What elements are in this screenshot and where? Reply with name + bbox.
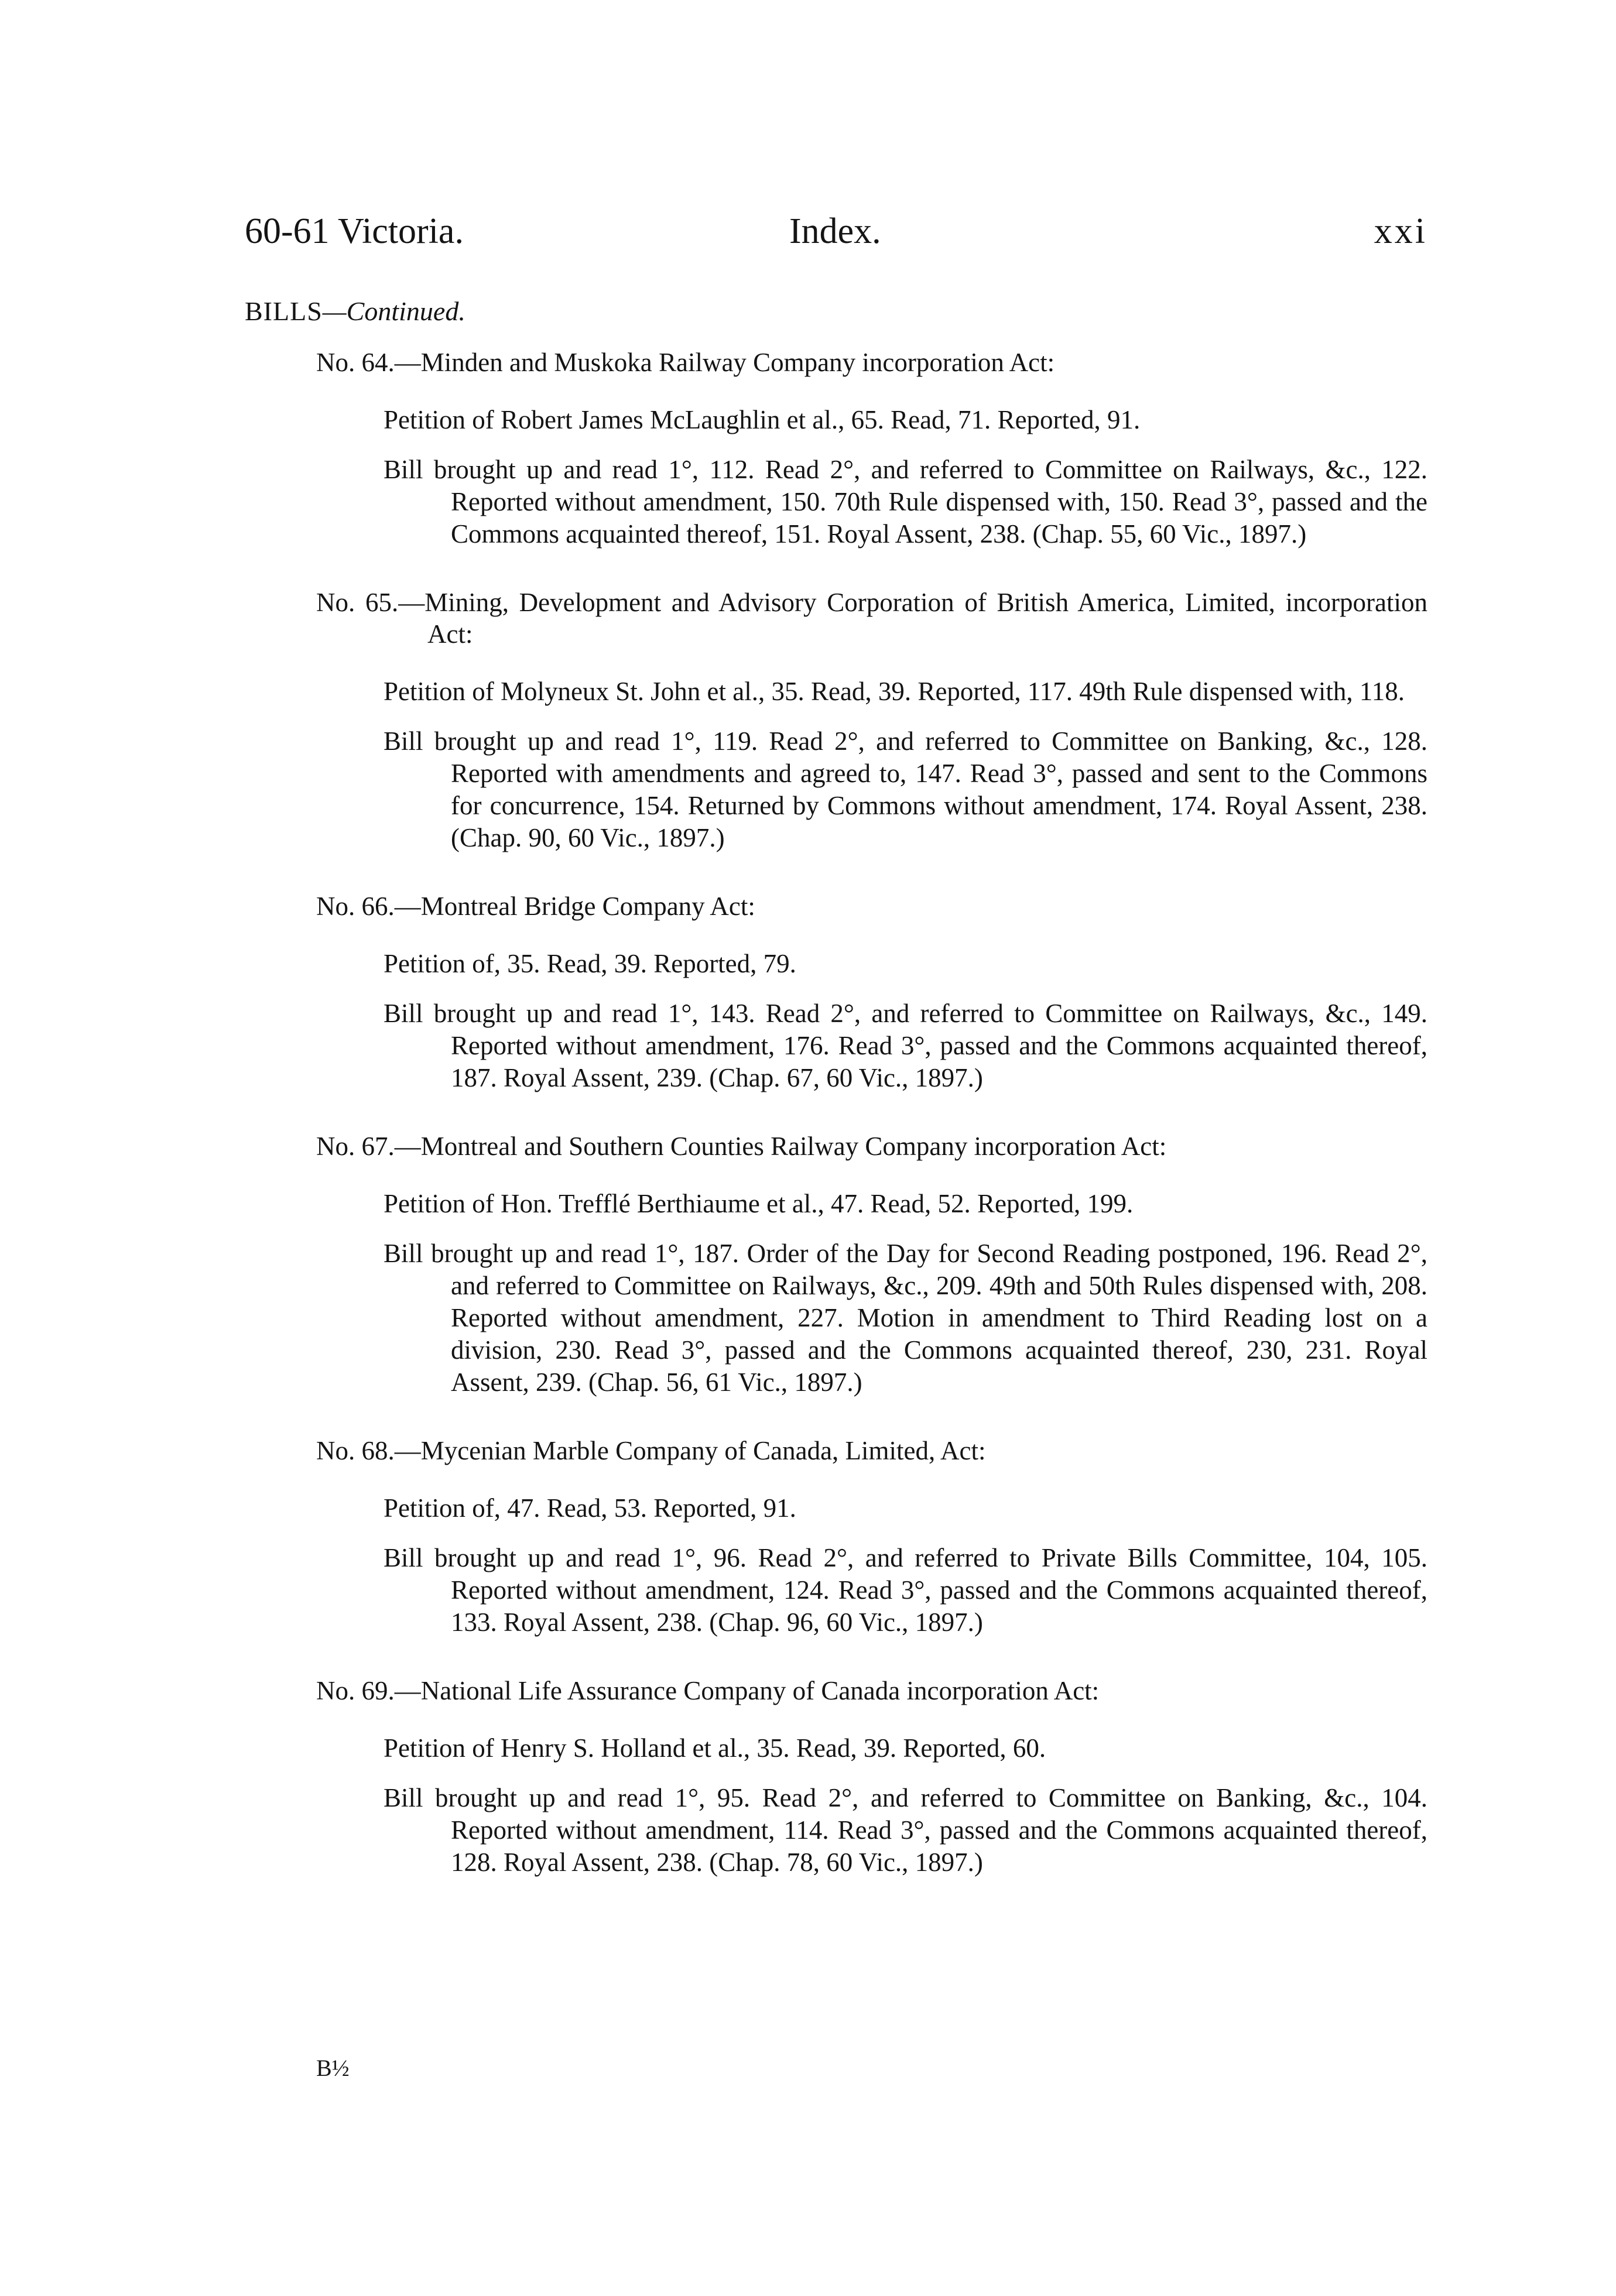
section-title: BILLS <box>245 296 323 326</box>
header-volume: 60-61 Victoria. <box>245 211 464 251</box>
entry-petition: Petition of Robert James McLaughlin et al., 65. Read, 71. Reported, 91. <box>384 405 1141 434</box>
entry-title: No. 65.—Mining, Development and Advisory Corporation of British America, Limited, incorporation Act: <box>316 588 1427 649</box>
entry-petition: Petition of, 47. Read, 53. Reported, 91. <box>384 1493 796 1523</box>
bill-entry-69 <box>316 1675 1427 1879</box>
header-title: Index. <box>789 211 881 251</box>
entry-bill-history: Bill brought up and read 1°, 187. Order of the Day for Second Reading postponed, 196. Read 2°, and referred to Committee on Railways, &c., 209. 49th and 50th Rules dispensed with, 208. Reported without amendment, 227. Motion in amendment to Third Reading lost on a division, 230. Read 3°, passed and the Commons acquainted thereof, 230, 231. Royal Assent, 239. (Chap. 56, 61 Vic., 1897.) <box>384 1239 1427 1397</box>
entry-bill-history: Bill brought up and read 1°, 119. Read 2°, and referred to Committee on Banking, &c., 128. Reported with amendments and agreed to, 147. Read 3°, passed and sent to the Commons for concurrence, 154. Returned by Commons without amendment, 174. Royal Assent, 238. (Chap. 90, 60 Vic., 1897.) <box>384 727 1427 852</box>
entry-bill-history: Bill brought up and read 1°, 143. Read 2°, and referred to Committee on Railways, &c., 149. Reported without amendment, 176. Read 3°, passed and the Commons acquainted thereof, 187. Royal Assent, 239. (Chap. 67, 60 Vic., 1897.) <box>384 999 1427 1092</box>
section-continued: —Continued. <box>322 296 465 326</box>
entry-bill-history: Bill brought up and read 1°, 112. Read 2°, and referred to Committee on Railways, &c., 122. Reported without amendment, 150. 70th Rule dispensed with, 150. Read 3°, passed and the Commons acquainted thereof, 151. Royal Assent, 238. (Chap. 55, 60 Vic., 1897.) <box>384 455 1427 549</box>
signature-mark: B½ <box>316 2055 350 2081</box>
entry-title: No. 68.—Mycenian Marble Company of Canada, Limited, Act: <box>316 1436 986 1465</box>
entry-petition: Petition of Hon. Trefflé Berthiaume et al., 47. Read, 52. Reported, 199. <box>384 1189 1134 1218</box>
entry-title: No. 67.—Montreal and Southern Counties Railway Company incorporation Act: <box>316 1132 1167 1161</box>
entry-bill-history: Bill brought up and read 1°, 95. Read 2°, and referred to Committee on Banking, &c., 104. Reported without amendment, 114. Read 3°, passed and the Commons acquainted thereof, 128. Royal Assent, 238. (Chap. 78, 60 Vic., 1897.) <box>384 1783 1427 1877</box>
entry-petition: Petition of Molyneux St. John et al., 35. Read, 39. Reported, 117. 49th Rule dispensed with, 118. <box>384 677 1405 706</box>
bill-entry-64 <box>316 347 1427 550</box>
entry-petition: Petition of, 35. Read, 39. Reported, 79. <box>384 949 796 978</box>
bill-entry-67 <box>316 1130 1427 1399</box>
entry-title: No. 64.—Minden and Muskoka Railway Company incorporation Act: <box>316 348 1055 377</box>
header-page-number: xxi <box>1374 211 1427 251</box>
entry-title: No. 69.—National Life Assurance Company of Canada incorporation Act: <box>316 1676 1100 1705</box>
entry-bill-history: Bill brought up and read 1°, 96. Read 2°, and referred to Private Bills Committee, 104, 105. Reported without amendment, 124. Read 3°, passed and the Commons acquainted thereof, 133. Royal Assent, 238. (Chap. 96, 60 Vic., 1897.) <box>384 1543 1427 1637</box>
index-entries <box>316 347 1427 1915</box>
entry-petition: Petition of Henry S. Holland et al., 35. Read, 39. Reported, 60. <box>384 1733 1046 1763</box>
section-heading <box>245 294 465 329</box>
entry-title: No. 66.—Montreal Bridge Company Act: <box>316 892 755 921</box>
bill-entry-65 <box>316 587 1427 854</box>
bill-entry-68 <box>316 1435 1427 1639</box>
bill-entry-66 <box>316 890 1427 1094</box>
page-header <box>245 205 1427 258</box>
